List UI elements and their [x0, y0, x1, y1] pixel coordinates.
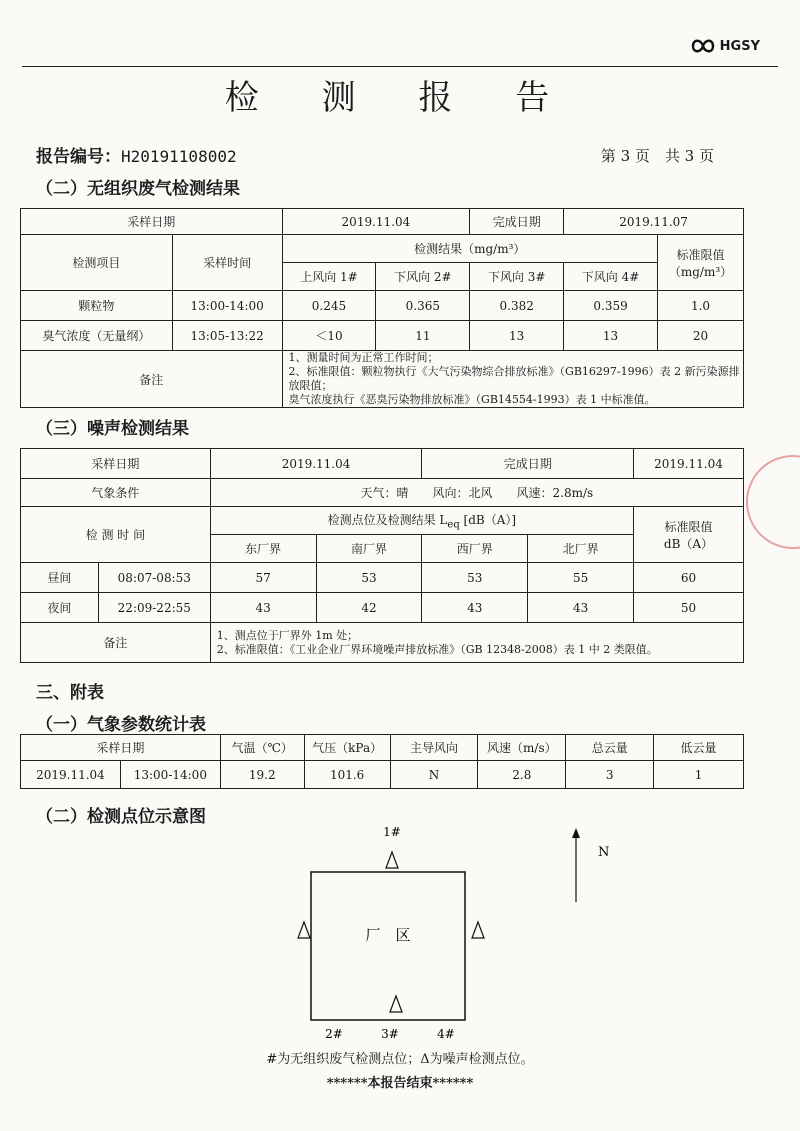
- factory-boundary: [311, 872, 465, 1020]
- limit-label: 标准限值: [664, 519, 713, 534]
- section-heading-appendix: 三、附表: [36, 683, 104, 703]
- factory-label: 厂 区: [365, 926, 411, 944]
- cell-value: 0.359: [564, 291, 658, 321]
- item-header: 检测项目: [21, 235, 173, 291]
- point-header: 下风向 4#: [564, 263, 658, 291]
- header-divider: [22, 66, 778, 67]
- cell-time: 22:09-22:55: [98, 593, 210, 623]
- cell-value: 11: [376, 321, 470, 351]
- limit-header: [634, 507, 744, 563]
- result-header-unit: [dB（A）]: [459, 512, 517, 527]
- cell-value: 13: [470, 321, 564, 351]
- complete-date-label: 完成日期: [470, 209, 564, 235]
- sampling-date-label: 采样日期: [21, 449, 211, 479]
- monitoring-point-diagram: [0, 820, 800, 1050]
- header-cell: 总云量: [566, 735, 654, 761]
- point-label-1: 1#: [383, 825, 401, 839]
- report-number-value: H20191108002: [121, 147, 237, 166]
- sampling-date-label: 采样日期: [21, 209, 283, 235]
- header-cell: 气温（℃）: [220, 735, 304, 761]
- result-header-text: 检测点位及检测结果 L: [327, 512, 448, 527]
- point-header: 下风向 3#: [470, 263, 564, 291]
- cell-value: ＜10: [282, 321, 376, 351]
- section-heading-diagram: （二）检测点位示意图: [36, 807, 206, 827]
- point-header: 南厂界: [316, 535, 422, 563]
- cell-total-cloud: 3: [566, 761, 654, 789]
- cell-value: 43: [210, 593, 316, 623]
- company-logo: [690, 36, 760, 56]
- section-heading-fugitive-gas: （二）无组织废气检测结果: [36, 179, 240, 199]
- cell-value: 57: [210, 563, 316, 593]
- weather-value: 天气：晴 风向：北风 风速：2.8m/s: [210, 479, 743, 507]
- hgsy-logo-icon: [690, 36, 716, 56]
- cell-value: 13: [564, 321, 658, 351]
- weather-table: [20, 734, 744, 789]
- page-info: [601, 145, 714, 166]
- report-number: [36, 142, 237, 167]
- point-header: 东厂界: [210, 535, 316, 563]
- noise-point-south-icon: [390, 996, 402, 1012]
- weather-label: 气象条件: [21, 479, 211, 507]
- cell-value: 43: [528, 593, 634, 623]
- cell-item: 颗粒物: [21, 291, 173, 321]
- header-cell: 主导风向: [390, 735, 478, 761]
- table-row: [21, 563, 744, 593]
- table-row: [21, 761, 744, 789]
- cell-time: 13:05-13:22: [172, 321, 282, 351]
- cell-value: 53: [316, 563, 422, 593]
- noise-point-east-icon: [472, 922, 484, 938]
- cell-value: 42: [316, 593, 422, 623]
- cell-value: 55: [528, 563, 634, 593]
- note-line: 2、标准限值：颗粒物执行《大气污染物综合排放标准》（GB16297-1996）表 2 新污染源排放限值；: [288, 365, 740, 392]
- limit-unit: dB（A）: [663, 536, 714, 551]
- sampling-date-value: 2019.11.04: [210, 449, 422, 479]
- noise-table: [20, 448, 744, 663]
- cell-value: 0.365: [376, 291, 470, 321]
- point-label-4: 4#: [437, 1027, 455, 1041]
- logo-text: HGSY: [719, 38, 760, 54]
- point-label-2: 2#: [325, 1027, 343, 1041]
- note-content: [282, 351, 743, 408]
- fugitive-gas-table: [20, 208, 744, 408]
- cell-limit: 50: [634, 593, 744, 623]
- point-label-3: 3#: [381, 1027, 399, 1041]
- cell-limit: 20: [657, 321, 743, 351]
- report-end: ******本报告结束******: [326, 1076, 474, 1091]
- cell-wind-speed: 2.8: [478, 761, 566, 789]
- point-header: 上风向 1#: [282, 263, 376, 291]
- cell-item: 臭气浓度（无量纲）: [21, 321, 173, 351]
- north-arrow-head-icon: [572, 828, 580, 838]
- red-seal-stamp: [746, 455, 800, 549]
- diagram-legend: #为无组织废气检测点位；Δ为噪声检测点位。: [266, 1052, 534, 1067]
- note-label: 备注: [21, 351, 283, 408]
- note-line: 1、测点位于厂界外 1m 处；: [216, 628, 359, 642]
- page-total: 共 3 页: [664, 147, 714, 165]
- result-header: 检测结果（mg/m³）: [282, 235, 657, 263]
- point-header: 北厂界: [528, 535, 634, 563]
- table-row: [21, 321, 744, 351]
- note-line: 臭气浓度执行《恶臭污染物排放标准》（GB14554-1993）表 1 中标准值。: [288, 393, 656, 406]
- section-heading-noise: （三）噪声检测结果: [36, 419, 189, 439]
- cell-time: 08:07-08:53: [98, 563, 210, 593]
- page-current: 第 3 页: [600, 147, 650, 165]
- cell-date: 2019.11.04: [21, 761, 121, 789]
- cell-pressure: 101.6: [304, 761, 390, 789]
- cell-limit: 60: [634, 563, 744, 593]
- cell-period: 夜间: [21, 593, 99, 623]
- header-cell: 低云量: [654, 735, 744, 761]
- cell-value: 0.382: [470, 291, 564, 321]
- section-heading-weather: （一）气象参数统计表: [36, 715, 206, 735]
- header-cell: 气压（kPa）: [304, 735, 390, 761]
- cell-low-cloud: 1: [654, 761, 744, 789]
- cell-value: 0.245: [282, 291, 376, 321]
- note-content: [210, 623, 743, 663]
- result-header: [210, 507, 633, 535]
- report-number-label: 报告编号：: [36, 147, 121, 167]
- cell-temp: 19.2: [220, 761, 304, 789]
- cell-time: 13:00-14:00: [172, 291, 282, 321]
- noise-point-north-icon: [386, 852, 398, 868]
- page-title: 检 测 报 告: [224, 78, 576, 118]
- complete-date-label: 完成日期: [422, 449, 634, 479]
- note-line: 2、标准限值：《工业企业厂界环境噪声排放标准》（GB 12348-2008）表 1 中 2 类限值。: [216, 642, 658, 656]
- cell-period: 昼间: [21, 563, 99, 593]
- north-label: N: [598, 845, 610, 860]
- cell-value: 43: [422, 593, 528, 623]
- time-header: 采样时间: [172, 235, 282, 291]
- cell-value: 53: [422, 563, 528, 593]
- note-line: 1、测量时间为正常工作时间；: [288, 351, 439, 364]
- complete-date-value: 2019.11.04: [634, 449, 744, 479]
- limit-header: [657, 235, 743, 291]
- point-header: 下风向 2#: [376, 263, 470, 291]
- result-header-sub: eq: [447, 519, 460, 531]
- table-row: [21, 291, 744, 321]
- time-header: 检 测 时 间: [21, 507, 211, 563]
- cell-time: 13:00-14:00: [120, 761, 220, 789]
- cell-wind-dir: N: [390, 761, 478, 789]
- point-header: 西厂界: [422, 535, 528, 563]
- limit-label: 标准限值: [676, 247, 725, 262]
- cell-limit: 1.0: [657, 291, 743, 321]
- noise-point-west-icon: [298, 922, 310, 938]
- limit-unit: （mg/m³）: [668, 264, 733, 279]
- complete-date-value: 2019.11.07: [564, 209, 744, 235]
- header-cell: 采样日期: [21, 735, 221, 761]
- sampling-date-value: 2019.11.04: [282, 209, 470, 235]
- header-cell: 风速（m/s）: [478, 735, 566, 761]
- table-row: [21, 593, 744, 623]
- note-label: 备注: [21, 623, 211, 663]
